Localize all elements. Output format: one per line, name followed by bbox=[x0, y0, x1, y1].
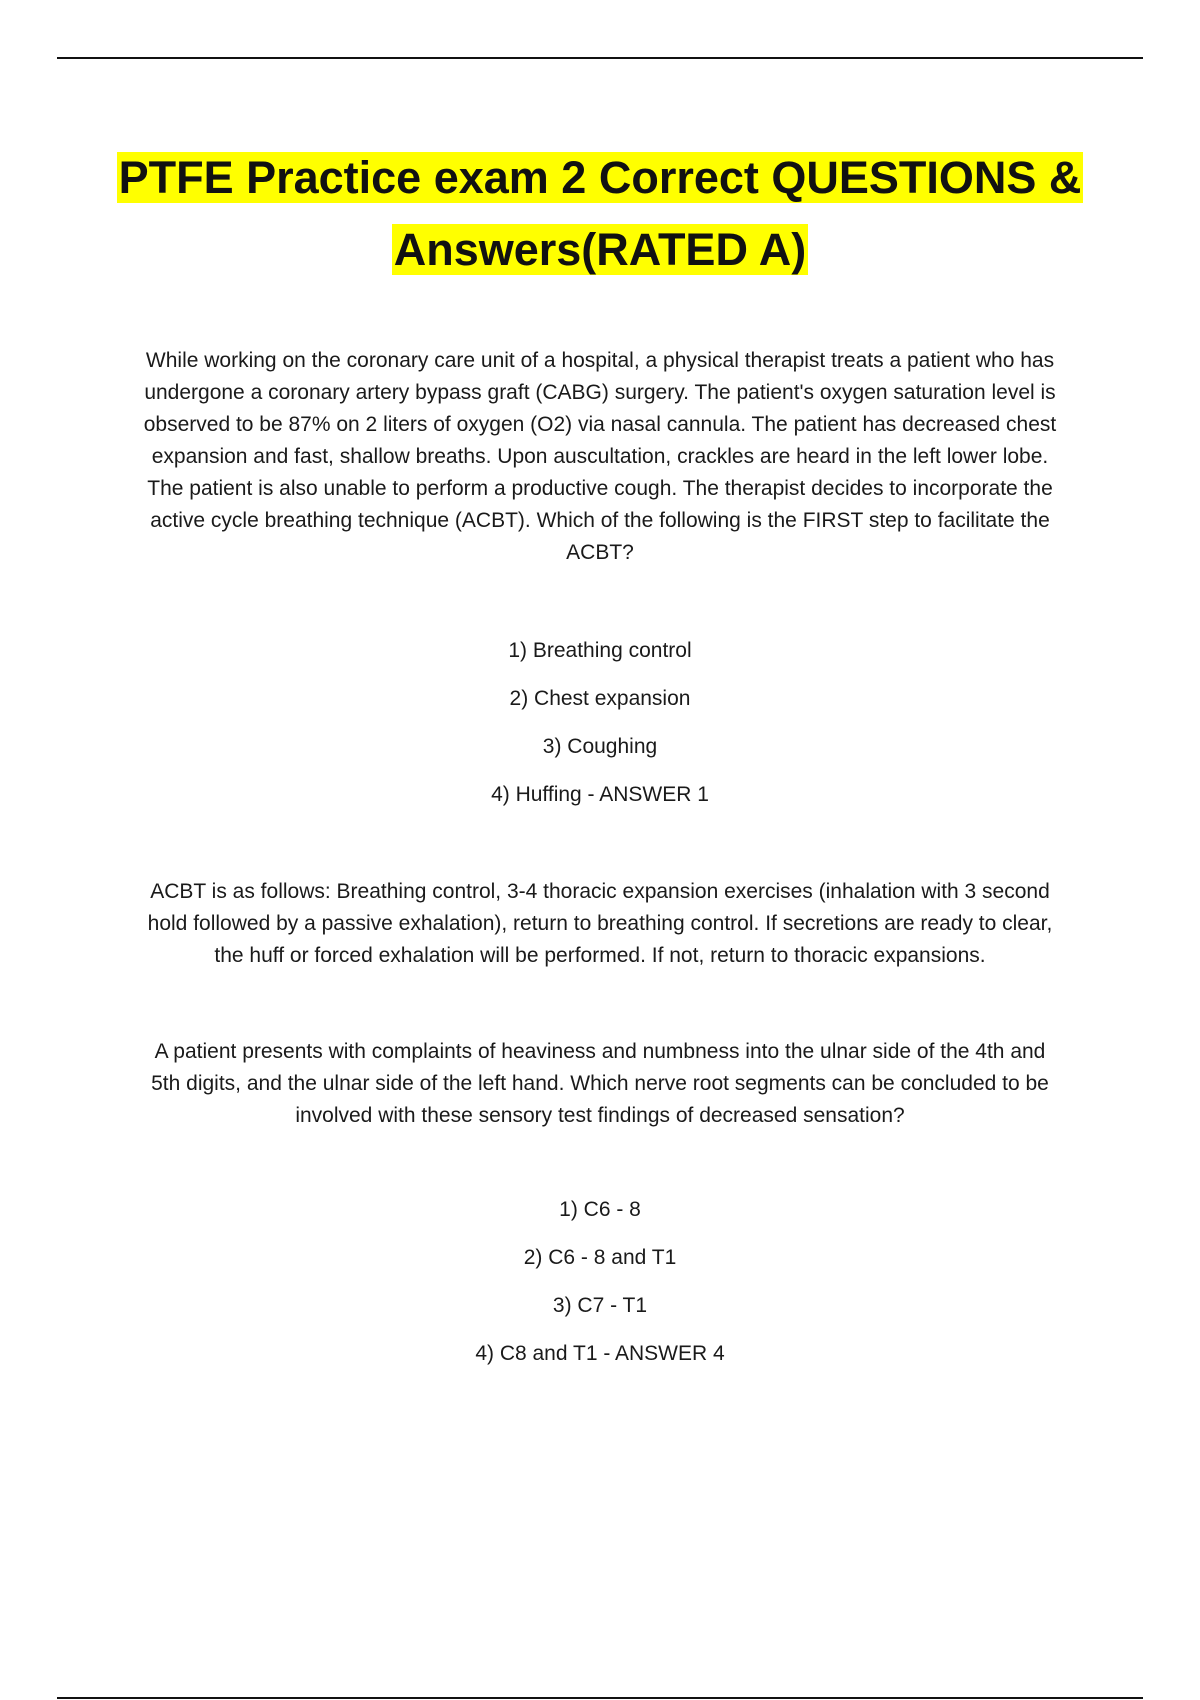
bottom-rule bbox=[57, 1697, 1143, 1699]
question-1-option-2: 2) Chest expansion bbox=[509, 687, 691, 710]
question-1-options bbox=[300, 627, 900, 819]
question-2-option-3: 3) C7 - T1 bbox=[552, 1294, 648, 1317]
question-2-options bbox=[300, 1186, 900, 1378]
question-1-option-1: 1) Breathing control bbox=[508, 639, 692, 662]
document-title bbox=[100, 142, 1100, 286]
question-1-explanation: ACBT is as follows: Breathing control, 3-4 thoracic expansion exercises (inhalation with 3 second hold followed by a passive exhalation), return to breathing control. If secretions are ready to clear, the huff or forced exhalation will be performed. If not, return to thoracic expansions. bbox=[147, 880, 1053, 967]
title-highlight: PTFE Practice exam 2 Correct QUESTIONS & Answers(RATED A) bbox=[118, 152, 1082, 275]
question-1-option-3: 3) Coughing bbox=[542, 735, 658, 758]
question-2-option-4: 4) C8 and T1 - ANSWER 4 bbox=[475, 1342, 725, 1365]
question-2-option-1: 1) C6 - 8 bbox=[559, 1198, 641, 1221]
question-2-text: A patient presents with complaints of heaviness and numbness into the ulnar side of the 4th and 5th digits, and the ulnar side of the left hand. Which nerve root segments can be concluded to be involved with these sensory test findings of decreased sensation? bbox=[151, 1040, 1049, 1127]
top-rule bbox=[57, 57, 1143, 59]
question-1-text: While working on the coronary care unit of a hospital, a physical therapist treats a patient who has undergone a coronary artery bypass graft (CABG) surgery. The patient's oxygen saturation level is observed to be 87% on 2 liters of oxygen (O2) via nasal cannula. The patient has decreased chest expansion and fast, shallow breaths. Upon auscultation, crackles are heard in the left lower lobe. The patient is also unable to perform a productive cough. The therapist decides to incorporate the active cycle breathing technique (ACBT). Which of the following is the FIRST step to facilitate the ACBT? bbox=[143, 349, 1057, 564]
question-1-option-4: 4) Huffing - ANSWER 1 bbox=[491, 783, 709, 806]
question-2-option-2: 2) C6 - 8 and T1 bbox=[523, 1246, 677, 1269]
